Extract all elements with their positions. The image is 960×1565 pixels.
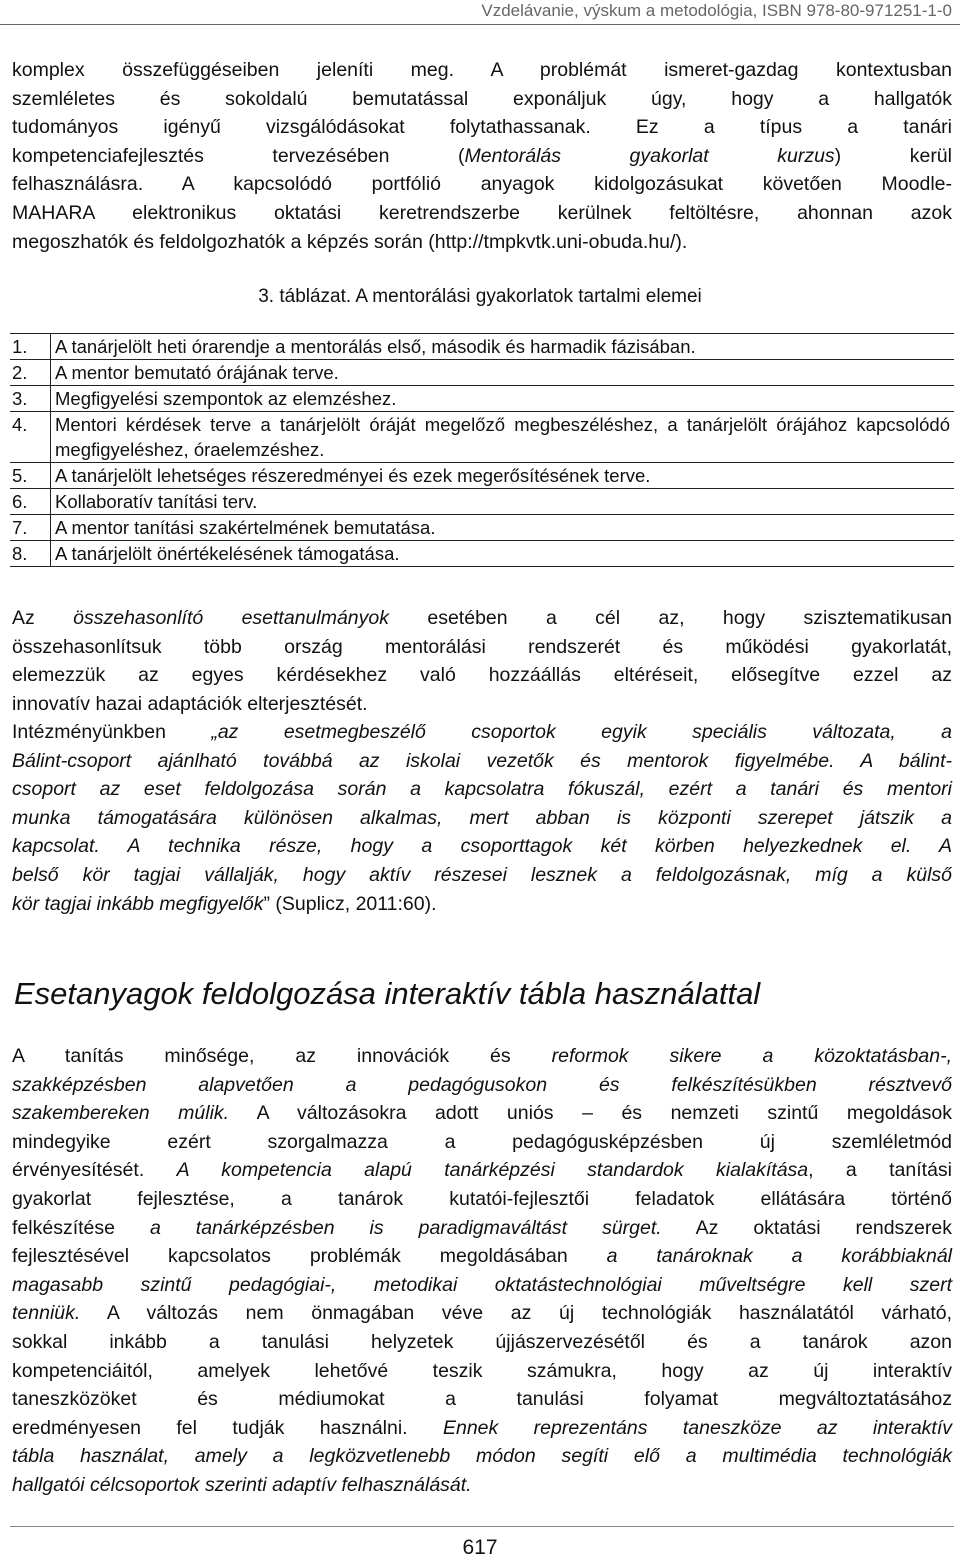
text-line: gyakorlat fejlesztése, a tanárok kutatói-fejlesztői feladatok ellátására történő: [12, 1187, 952, 1210]
quote-text: munka támogatására különösen alkalmas, mert abban is központi szerepet játszik a: [12, 806, 952, 829]
table-row: [10, 334, 954, 360]
text-run: ) kerül: [834, 144, 952, 167]
text-line: összehasonlítsuk több ország mentorálási rendszerét és működési gyakorlatát,: [12, 635, 952, 658]
table-caption: 3. táblázat. A mentorálási gyakorlatok tartalmi elemei: [258, 286, 702, 307]
row-number: 8.: [10, 541, 51, 567]
emphasis-term: összehasonlító esettanulmányok: [73, 607, 389, 629]
text-line: innovatív hazai adaptációk elterjesztését.: [12, 692, 368, 715]
emphasis-text: A kompetencia alapú tanárképzési standardok kialakítása: [176, 1159, 809, 1182]
text-line: [12, 1156, 952, 1185]
text-line: [12, 142, 952, 171]
text-line: elemezzük az egyes kérdésekhez való hozzáállás eltéréseit, elősegítve ezzel az: [12, 664, 952, 687]
quote-text: kapcsolat. A technika része, hogy a csoporttagok két körben helyezkednek el. A: [12, 835, 952, 858]
course-name: Mentorálás gyakorlat kurzus: [464, 144, 835, 167]
intro-paragraph: [12, 56, 952, 256]
text-line: [12, 1242, 952, 1271]
emphasis-text: szakképzésben alapvetően a pedagógusokon és felkészítésükben résztvevő: [12, 1073, 952, 1096]
quote-text: Bálint-csoport ajánlható továbbá az iskolai vezetők és mentorok figyelmébe. A bálint-: [12, 749, 952, 772]
quote-text: „az esetmegbeszélő csoportok egyik speciális változata, a: [211, 721, 952, 743]
emphasis-text: Ennek reprezentáns taneszköze az interaktív: [442, 1416, 952, 1439]
row-number: 5.: [10, 463, 51, 489]
row-text: A mentor tanítási szakértelmének bemutatása.: [51, 515, 955, 541]
text-line: tudományos igényű vizsgálódásokat folytathassanak. Ez a típus a tanári: [12, 116, 952, 139]
row-number: 4.: [10, 412, 51, 463]
table-row: [10, 412, 954, 463]
text-run: Az oktatási rendszerek: [661, 1216, 952, 1239]
table-row: [10, 489, 954, 515]
row-number: 7.: [10, 515, 51, 541]
row-text: A mentor bemutató órájának terve.: [51, 360, 955, 386]
table-row: [10, 463, 954, 489]
balint-paragraph: [12, 718, 952, 918]
section-heading: Esetanyagok feldolgozása interaktív tábla használattal: [14, 976, 761, 1011]
row-number: 6.: [10, 489, 51, 515]
quote-text: csoport az eset feldolgozása során a kapcsolatra fókuszál, ezért a tanári és mentori: [12, 778, 952, 801]
emphasis-text: reformok sikere a közoktatásban-,: [551, 1045, 952, 1067]
row-number: 2.: [10, 360, 51, 386]
row-text: A tanárjelölt lehetséges részeredményei és ezek megerősítésének terve.: [51, 463, 955, 489]
table-row: [10, 386, 954, 412]
text-line: [12, 890, 952, 919]
text-line: [12, 1471, 952, 1500]
text-line: szemléletes és sokoldalú bemutatással exponáljuk úgy, hogy a hallgatók: [12, 87, 952, 110]
text-line: komplex összefüggéseiben jeleníti meg. A problémát ismeret-gazdag kontextusban: [12, 59, 952, 81]
text-line: [12, 1099, 952, 1128]
text-line: [12, 832, 952, 861]
text-line: [12, 1042, 952, 1071]
text-line: [12, 804, 952, 833]
emphasis-text: a tanároknak a korábbiaknál: [606, 1245, 952, 1268]
text-run: esetében a cél az, hogy szisztematikusan: [389, 607, 952, 629]
text-line: [12, 747, 952, 776]
row-text: A tanárjelölt önértékelésének támogatása.: [51, 541, 955, 567]
row-text: A tanárjelölt heti órarendje a mentorálás első, második és harmadik fázisában.: [51, 334, 955, 360]
emphasis-text: hallgatói célcsoportok szerinti adaptív felhasználását.: [12, 1473, 472, 1496]
header-text: Vzdelávanie, výskum a metodológia, ISBN 978-80-971251-1-0: [481, 1, 952, 20]
interactive-board-paragraph: [12, 1042, 952, 1500]
text-run: , a tanítási: [808, 1159, 953, 1182]
footer-divider: [10, 1526, 954, 1527]
text-line: mindegyike ezért szorgalmazza a pedagógusképzésben új szemléletmód: [12, 1130, 952, 1153]
text-line: [12, 1214, 952, 1243]
running-header: [0, 0, 960, 25]
text-run: A változásokra adott uniós – és nemzeti szintű megoldások: [229, 1102, 952, 1125]
row-text: Mentori kérdések terve a tanárjelölt óráját megelőző megbeszéléshez, a tanárjelölt órájához kapcsolódó megfigyeléshez, óraelemzéshez.: [51, 412, 955, 463]
text-line: kompetenciáitól, amelyek lehetővé teszik számukra, hogy az új interaktív: [12, 1359, 952, 1382]
text-line: sokkal inkább a tanulási helyzetek újjászervezésétől és a tanárok azon: [12, 1330, 952, 1353]
text-line: [12, 861, 952, 890]
row-text: Megfigyelési szempontok az elemzéshez.: [51, 386, 955, 412]
table-row: [10, 515, 954, 541]
text-line: [12, 1299, 952, 1328]
text-line: [12, 1414, 952, 1443]
text-line: felhasználásra. A kapcsolódó portfólió anyagok kidolgozásukat követően Moodle-: [12, 173, 952, 196]
page-number: 617: [462, 1536, 498, 1559]
emphasis-text: tenniük.: [12, 1302, 81, 1325]
text-line: [12, 775, 952, 804]
row-number: 1.: [10, 334, 51, 360]
mentoring-table: [10, 333, 954, 567]
text-line: [12, 1071, 952, 1100]
table-row: [10, 360, 954, 386]
text-line: [12, 718, 952, 747]
text-run: fejlesztésével kapcsolatos problémák megoldásában: [12, 1245, 607, 1268]
text-line: [12, 604, 952, 633]
emphasis-text: szakembereken múlik.: [12, 1102, 230, 1125]
text-run: felkészítése: [12, 1216, 150, 1239]
text-run: érvényesítését.: [12, 1159, 177, 1182]
quote-text: belső kör tagjai vállalják, hogy aktív részesei lesznek a feldolgozásnak, míg a külső: [12, 863, 952, 886]
text-run: Az: [12, 607, 74, 629]
citation: ” (Suplicz, 2011:60).: [263, 892, 437, 915]
row-number: 3.: [10, 386, 51, 412]
text-run: kompetenciafejlesztés tervezésében (: [12, 144, 465, 167]
text-line: MAHARA elektronikus oktatási keretrendszerbe kerülnek feltöltésre, ahonnan azok: [12, 201, 952, 224]
text-run: A tanítás minősége, az innovációk és: [12, 1045, 552, 1067]
emphasis-text: tábla használat, amely a legközvetlenebb módon segíti elő a multimédia technológiák: [12, 1445, 952, 1468]
text-run: eredményesen fel tudják használni.: [12, 1416, 443, 1439]
text-line: taneszközöket és médiumokat a tanulási folyamat megváltoztatásához: [12, 1388, 952, 1411]
comparative-paragraph: [12, 604, 952, 718]
text-run: A változás nem önmagában véve az új technológiák használatától várható,: [80, 1302, 952, 1325]
text-line: megoszhatók és feldolgozhatók a képzés során (http://tmpkvtk.uni-obuda.hu/).: [12, 230, 688, 253]
text-line: [12, 1442, 952, 1471]
text-line: [12, 1271, 952, 1300]
quote-text: kör tagjai inkább megfigyelők: [12, 892, 264, 915]
text-run: Intézményünkben: [12, 721, 212, 743]
table-row: [10, 541, 954, 567]
emphasis-text: a tanárképzésben is paradigmaváltást sürget.: [149, 1216, 662, 1239]
emphasis-text: magasabb szintű pedagógiai-, metodikai oktatástechnológiai műveltségre kell szert: [12, 1273, 952, 1296]
row-text: Kollaboratív tanítási terv.: [51, 489, 955, 515]
